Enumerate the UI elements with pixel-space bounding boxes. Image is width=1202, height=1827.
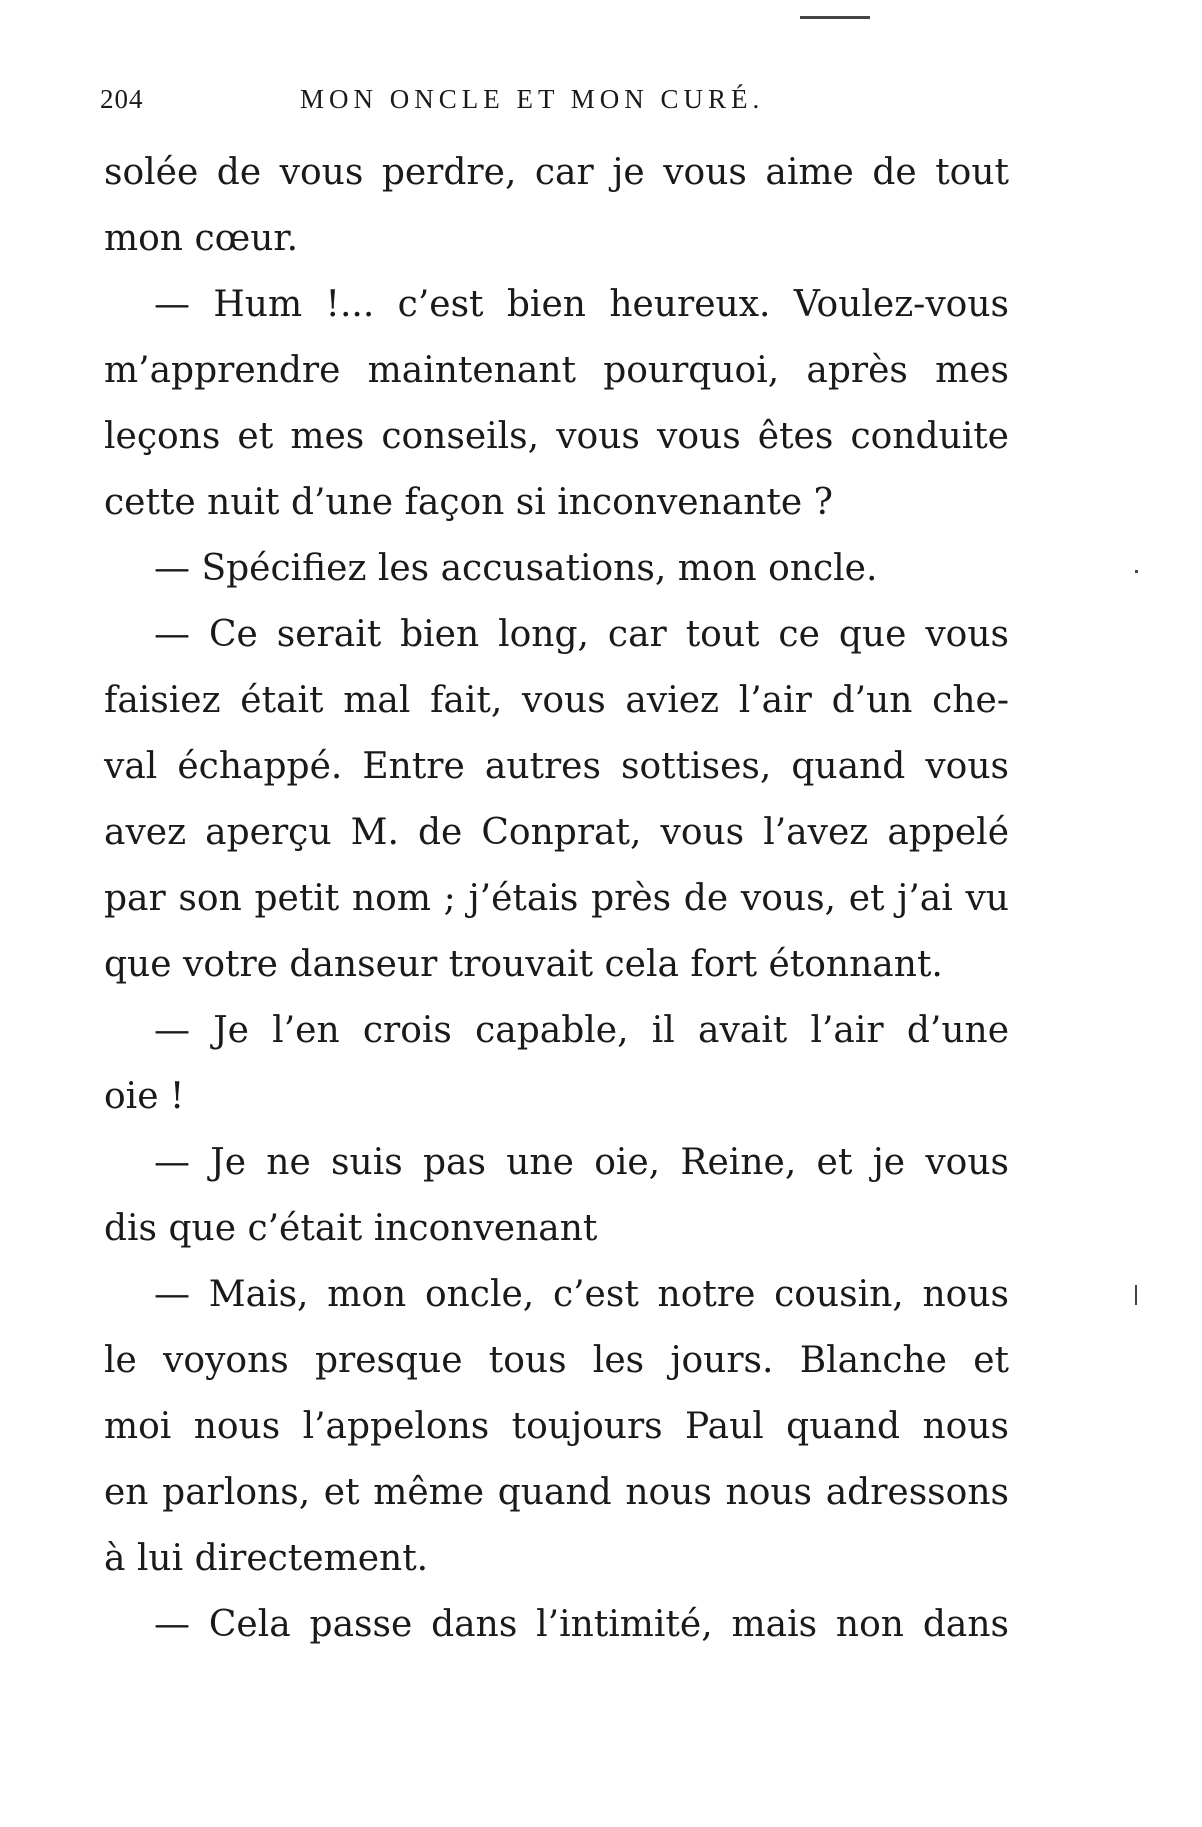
text-line: que votre danseur trouvait cela fort étonnant.: [104, 944, 943, 985]
text-line: à lui directement.: [104, 1538, 429, 1579]
text-line: avez aperçu M. de Conprat, vous l’avez appelé: [104, 812, 1009, 853]
print-speck: [1135, 1285, 1137, 1305]
text-line: val échappé. Entre autres sottises, quand vous: [104, 746, 1009, 787]
body-text: [104, 140, 1009, 1658]
text-line: — Spécifiez les accusations, mon oncle.: [154, 548, 878, 589]
page-number: 204: [100, 84, 144, 114]
text-line: solée de vous perdre, car je vous aime de tout: [104, 152, 1009, 193]
text-line: cette nuit d’une façon si inconvenante ?: [104, 482, 833, 523]
text-line: le voyons presque tous les jours. Blanche et: [104, 1340, 1009, 1381]
text-line: — Je ne suis pas une oie, Reine, et je vous: [154, 1142, 1009, 1183]
text-line: en parlons, et même quand nous nous adressons: [104, 1472, 1009, 1513]
text-line: — Je l’en crois capable, il avait l’air d’une: [154, 1010, 1009, 1051]
text-line: dis que c’était inconvenant: [104, 1208, 598, 1249]
text-line: — Mais, mon oncle, c’est notre cousin, nous: [154, 1274, 1009, 1315]
text-line: par son petit nom ; j’étais près de vous, et j’ai vu: [104, 878, 1009, 919]
text-line: — Cela passe dans l’intimité, mais non dans: [154, 1604, 1009, 1645]
text-line: mon cœur.: [104, 218, 299, 259]
print-speck: [800, 16, 870, 19]
text-line: faisiez était mal fait, vous aviez l’air d’un che-: [104, 680, 1009, 721]
text-line: — Hum !... c’est bien heureux. Voulez-vous: [154, 284, 1009, 325]
text-line: moi nous l’appelons toujours Paul quand nous: [104, 1406, 1009, 1447]
running-head: [100, 84, 820, 124]
text-line: — Ce serait bien long, car tout ce que vous: [154, 614, 1009, 655]
text-line: leçons et mes conseils, vous vous êtes conduite: [104, 416, 1009, 457]
text-line: oie !: [104, 1076, 185, 1117]
print-speck: [1135, 570, 1138, 573]
text-line: m’apprendre maintenant pourquoi, après mes: [104, 350, 1009, 391]
running-title: MON ONCLE ET MON CURÉ.: [300, 84, 765, 114]
